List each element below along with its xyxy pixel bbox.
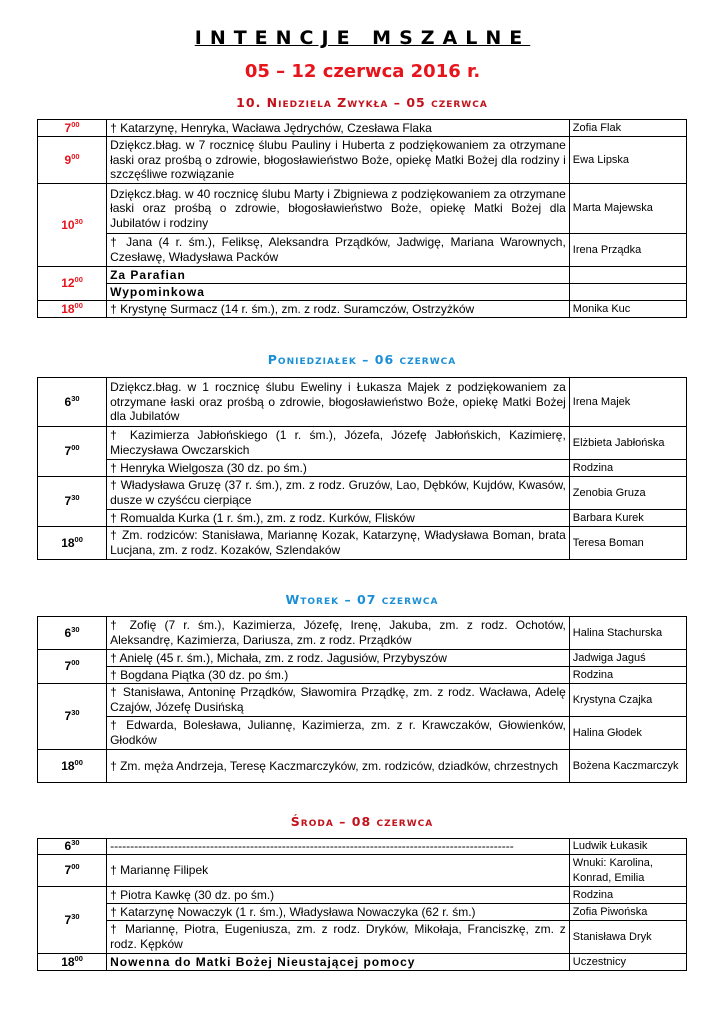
intention-text: † Zm. rodziców: Stanisława, Mariannę Kozak, Katarzynę, Władysława Boman, brata Lucjana, zm. z rodz. Kozaków, Szlendaków — [107, 527, 570, 560]
offering-person: Irena Majek — [569, 378, 686, 427]
table-row — [38, 750, 687, 783]
offering-person: Ewa Lipska — [569, 137, 686, 184]
table-row — [38, 460, 687, 477]
offering-person: Rodzina — [569, 887, 686, 904]
day-section-sunday — [37, 93, 687, 318]
table-row — [38, 650, 687, 667]
table-row — [38, 184, 687, 234]
intention-text: † Mariannę Filipek — [107, 855, 570, 887]
day-section-monday — [37, 350, 687, 560]
table-row — [38, 137, 687, 184]
offering-person: Rodzina — [569, 667, 686, 684]
table-row — [38, 427, 687, 460]
intention-text: † Mariannę, Piotra, Eugeniusza, zm. z rodz. Dryków, Mikołaja, Franciszkę, zm. z rodz. Kępków — [107, 921, 570, 954]
mass-time: $6^{30}$ — [38, 378, 107, 427]
mass-time: $7^{00}$ — [38, 650, 107, 684]
intention-text: † Katarzynę Nowaczyk (1 r. śm.), Władysława Nowaczyka (62 r. śm.) — [107, 904, 570, 921]
offering-person — [569, 267, 686, 284]
offering-person: Monika Kuc — [569, 301, 686, 318]
mass-time: $10^{30}$ — [38, 184, 107, 267]
table-row — [38, 667, 687, 684]
day-section-tuesday — [37, 590, 687, 783]
table-row — [38, 617, 687, 650]
offering-person: Zofia Flak — [569, 120, 686, 137]
table-row — [38, 284, 687, 301]
table-row — [38, 267, 687, 284]
table-row — [38, 477, 687, 510]
intention-text: † Romualda Kurka (1 r. śm.), zm. z rodz. Kurków, Flisków — [107, 510, 570, 527]
intentions-table — [37, 119, 687, 318]
day-heading: 10. Niedziela Zwykła – 05 czerwca — [236, 95, 488, 110]
intention-text: † Piotra Kawkę (30 dz. po śm.) — [107, 887, 570, 904]
intention-text: † Bogdana Piątka (30 dz. po śm.) — [107, 667, 570, 684]
intentions-table — [37, 377, 687, 560]
mass-time: $7^{30}$ — [38, 887, 107, 954]
intention-text: Dziękcz.błag. w 1 rocznicę ślubu Eweliny i Łukasza Majek z podziękowaniem za otrzymane łaski oraz prośbą o zdrowie, błogosławieństwo Boże, opiekę Matki Bożej dla Jubilatów — [107, 378, 570, 427]
offering-person: Wnuki: Karolina, Konrad, Emilia — [569, 855, 686, 887]
offering-person: Irena Prządka — [569, 234, 686, 267]
offering-person: Halina Stachurska — [569, 617, 686, 650]
intention-text: † Edwarda, Bolesława, Juliannę, Kazimierza, zm. z r. Krawczaków, Głowienków, Głodków — [107, 717, 570, 750]
mass-time: $7^{30}$ — [38, 684, 107, 750]
table-row — [38, 855, 687, 887]
table-row — [38, 717, 687, 750]
table-row — [38, 234, 687, 267]
offering-person: Halina Głodek — [569, 717, 686, 750]
table-row — [38, 904, 687, 921]
intention-text: † Stanisława, Antoninę Prządków, Sławomira Prządkę, zm. z rodz. Wacława, Adelę Czajów, Józefę Dusińską — [107, 684, 570, 717]
date-range-subtitle: 05 – 12 czerwca 2016 r. — [244, 61, 481, 82]
mass-time: $7^{30}$ — [38, 477, 107, 527]
intentions-table — [37, 616, 687, 783]
table-row — [38, 954, 687, 971]
intention-text: † Katarzynę, Henryka, Wacława Jędrychów, Czesława Flaka — [107, 120, 570, 137]
offering-person: Krystyna Czajka — [569, 684, 686, 717]
mass-time: $7^{00}$ — [38, 855, 107, 887]
table-row — [38, 510, 687, 527]
offering-person: Elżbieta Jabłońska — [569, 427, 686, 460]
offering-person: Uczestnicy — [569, 954, 686, 971]
table-row — [38, 839, 687, 855]
intention-text: † Władysława Gruzę (37 r. śm.), zm. z rodz. Gruzów, Lao, Dębków, Kujdów, Kwasów, dusze w czyśćcu cierpiące — [107, 477, 570, 510]
mass-time: $18^{00}$ — [38, 527, 107, 560]
offering-person — [569, 284, 686, 301]
table-row — [38, 887, 687, 904]
intention-text: Za Parafian — [107, 267, 570, 284]
offering-person: Jadwiga Jaguś — [569, 650, 686, 667]
intention-text: ----------------------------------------------------------------------------------------------------- — [107, 839, 570, 855]
offering-person: Zofia Piwońska — [569, 904, 686, 921]
table-row — [38, 527, 687, 560]
intention-text: † Anielę (45 r. śm.), Michała, zm. z rodz. Jagusiów, Przybyszów — [107, 650, 570, 667]
intention-text: † Zm. męża Andrzeja, Teresę Kaczmarczyków, zm. rodziców, dziadków, chrzestnych — [107, 750, 570, 783]
mass-time: $18^{00}$ — [38, 750, 107, 783]
intention-text: † Henryka Wielgosza (30 dz. po śm.) — [107, 460, 570, 477]
intention-text: † Kazimierza Jabłońskiego (1 r. śm.), Józefa, Józefę Jabłońskich, Kazimierę, Mieczysława Owczarskich — [107, 427, 570, 460]
mass-time: $9^{00}$ — [38, 137, 107, 184]
offering-person: Stanisława Dryk — [569, 921, 686, 954]
offering-person: Teresa Boman — [569, 527, 686, 560]
offering-person: Rodzina — [569, 460, 686, 477]
offering-person: Zenobia Gruza — [569, 477, 686, 510]
mass-time: $6^{30}$ — [38, 617, 107, 650]
day-section-wednesday — [37, 812, 687, 971]
intention-text: † Zofię (7 r. śm.), Kazimierza, Józefę, Irenę, Jakuba, zm. z rodz. Ochotów, Aleksandrę, Kazimierza, Dariusza, zm. z rodz. Prządków — [107, 617, 570, 650]
table-row — [38, 921, 687, 954]
page-title: INTENCJE MSZALNE — [194, 27, 531, 49]
table-row — [38, 378, 687, 427]
table-row — [38, 120, 687, 137]
offering-person: Marta Majewska — [569, 184, 686, 234]
mass-time: $18^{00}$ — [38, 954, 107, 971]
day-heading: Środa – 08 czerwca — [290, 814, 434, 829]
day-heading: Wtorek – 07 czerwca — [285, 592, 439, 607]
intentions-table — [37, 838, 687, 971]
intention-text: Dziękcz.błag. w 40 rocznicę ślubu Marty i Zbigniewa z podziękowaniem za otrzymane łaski oraz prośbą o zdrowie, błogosławieństwo Boże, opiekę Matki Bożej dla Jubilatów i rodziny — [107, 184, 570, 234]
table-row — [38, 684, 687, 717]
mass-time: $12^{00}$ — [38, 267, 107, 301]
day-heading: Poniedziałek – 06 czerwca — [267, 352, 457, 367]
mass-time: $7^{00}$ — [38, 427, 107, 477]
intention-text: Nowenna do Matki Bożej Nieustającej pomocy — [107, 954, 570, 971]
offering-person: Bożena Kaczmarczyk — [569, 750, 686, 783]
intention-text: Wypominkowa — [107, 284, 570, 301]
table-row — [38, 301, 687, 318]
offering-person: Barbara Kurek — [569, 510, 686, 527]
mass-time: $6^{30}$ — [38, 839, 107, 855]
mass-time: $7^{00}$ — [38, 120, 107, 137]
intention-text: Dziękcz.błag. w 7 rocznicę ślubu Pauliny i Huberta z podziękowaniem za otrzymane łaski oraz prośbą o zdrowie, błogosławieństwo Boże, opiekę Matki Bożej dla rodziny i szczęśliwe rozwiązanie — [107, 137, 570, 184]
offering-person: Ludwik Łukasik — [569, 839, 686, 855]
intention-text: † Jana (4 r. śm.), Feliksę, Aleksandra Prządków, Jadwigę, Mariana Warownych, Czesławę, Władysława Packów — [107, 234, 570, 267]
mass-time: $18^{00}$ — [38, 301, 107, 318]
intention-text: † Krystynę Surmacz (14 r. śm.), zm. z rodz. Suramczów, Ostrzyżków — [107, 301, 570, 318]
